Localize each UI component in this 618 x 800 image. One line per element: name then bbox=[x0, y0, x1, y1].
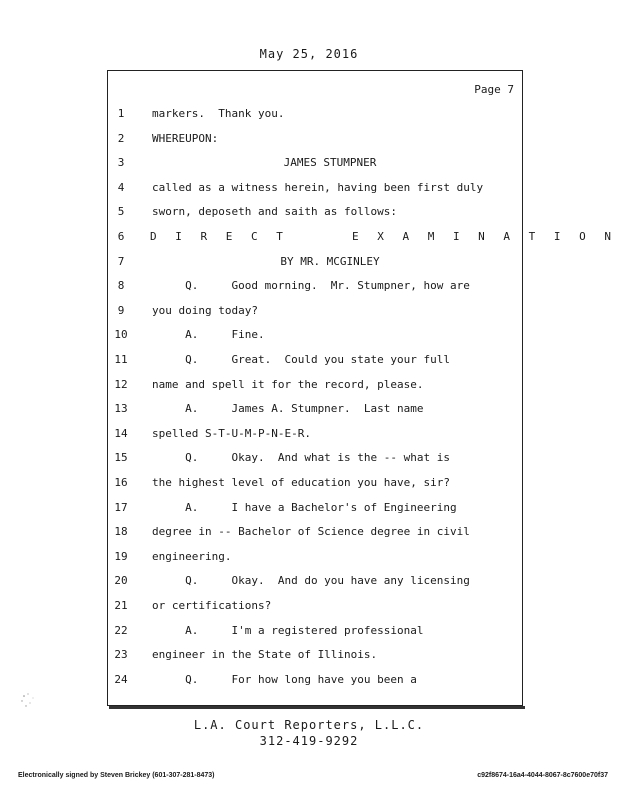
line-text: engineering. bbox=[152, 550, 232, 563]
line-number: 2 bbox=[117, 132, 125, 145]
line-number: 7 bbox=[117, 255, 125, 268]
line-number: 12 bbox=[114, 378, 128, 391]
line-number: 10 bbox=[114, 328, 128, 341]
line-number: 18 bbox=[114, 525, 128, 538]
line-text: name and spell it for the record, please. bbox=[152, 378, 424, 391]
line-text: or certifications? bbox=[152, 599, 272, 612]
line-text: the highest level of education you have, sir? bbox=[152, 476, 451, 489]
line-number: 8 bbox=[117, 279, 125, 292]
line-text: sworn, deposeth and saith as follows: bbox=[152, 205, 398, 218]
line-text: Q. Great. Could you state your full bbox=[152, 353, 451, 366]
line-number: 22 bbox=[114, 624, 128, 637]
line-text: WHEREUPON: bbox=[152, 132, 219, 145]
line-text: engineer in the State of Illinois. bbox=[152, 648, 378, 661]
header-date: May 25, 2016 bbox=[259, 47, 359, 61]
line-text: Q. Okay. And do you have any licensing bbox=[152, 574, 470, 587]
frame-shadow bbox=[109, 706, 525, 709]
line-text: A. I have a Bachelor's of Engineering bbox=[152, 501, 457, 514]
footer-phone: 312-419-9292 bbox=[259, 734, 359, 748]
document-id: c92f8674-16a4-4044-8067-8c7600e70f37 bbox=[477, 772, 608, 779]
margin-smudge-icon bbox=[18, 690, 38, 710]
line-text: A. James A. Stumpner. Last name bbox=[152, 402, 424, 415]
line-number: 20 bbox=[114, 574, 128, 587]
line-number: 3 bbox=[117, 156, 125, 169]
footer-company: L.A. Court Reporters, L.L.C. bbox=[193, 718, 425, 732]
line-text: spelled S-T-U-M-P-N-E-R. bbox=[152, 427, 311, 440]
line-number: 4 bbox=[117, 181, 125, 194]
line-text: A. I'm a registered professional bbox=[152, 624, 424, 637]
line-number: 21 bbox=[114, 599, 128, 612]
line-number: 16 bbox=[114, 476, 128, 489]
line-number: 6 bbox=[117, 230, 125, 243]
line-number: 15 bbox=[114, 451, 128, 464]
e-signature-note: Electronically signed by Steven Brickey (601-307-281-8473) bbox=[18, 772, 215, 779]
line-number: 19 bbox=[114, 550, 128, 563]
line-text: called as a witness herein, having been first duly bbox=[152, 181, 484, 194]
line-number: 24 bbox=[114, 673, 128, 686]
line-number: 11 bbox=[114, 353, 128, 366]
line-number: 14 bbox=[114, 427, 128, 440]
line-number: 23 bbox=[114, 648, 128, 661]
line-number: 17 bbox=[114, 501, 128, 514]
page-number: Page 7 bbox=[474, 83, 514, 96]
line-text: D I R E C T E X A M I N A T I O N bbox=[150, 230, 618, 243]
line-number: 1 bbox=[117, 107, 125, 120]
line-text: A. Fine. bbox=[152, 328, 265, 341]
line-text: Q. For how long have you been a bbox=[152, 673, 417, 686]
line-text: Q. Good morning. Mr. Stumpner, how are bbox=[152, 279, 470, 292]
line-text: JAMES STUMPNER bbox=[283, 156, 377, 169]
line-number: 13 bbox=[114, 402, 128, 415]
line-text: markers. Thank you. bbox=[152, 107, 285, 120]
line-text: BY MR. MCGINLEY bbox=[280, 255, 380, 268]
line-number: 9 bbox=[117, 304, 125, 317]
line-text: degree in -- Bachelor of Science degree in civil bbox=[152, 525, 470, 538]
line-text: Q. Okay. And what is the -- what is bbox=[152, 451, 451, 464]
line-text: you doing today? bbox=[152, 304, 258, 317]
line-number: 5 bbox=[117, 205, 125, 218]
